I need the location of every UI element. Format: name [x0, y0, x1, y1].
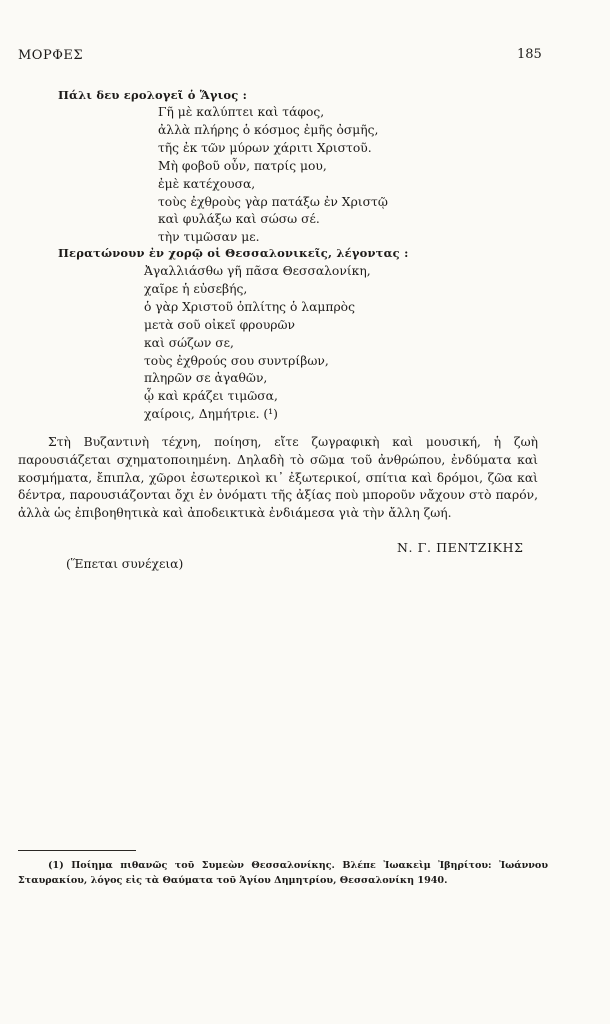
verse-line: καὶ σώζων σε, [144, 335, 234, 350]
verse-line: τοὺς ἐχθρούς σου συντρίβων, [144, 353, 329, 368]
verse-saint [158, 104, 388, 247]
verse-line: χαῖρε ἡ εὐσεβής, [144, 281, 248, 296]
section-heading-chorus: Περατώνουν ἐν χορῷ οἱ Θεσσαλονικεῖς, λέγοντας : [58, 246, 409, 260]
body-text: Στὴ Βυζαντινὴ τέχνη, ποίηση, εἴτε ζωγραφικὴ καὶ μουσική, ἡ ζωὴ παρουσιάζεται σχηματοποιημένη. Δηλαδὴ τὸ σῶμα τοῦ ἀνθρώπου, ἐνδύματα καὶ κοσμήματα, ἔπιπλα, χῶροι ἐσωτερικοὶ κι᾽ ἐξωτερικοί, σπίτια καὶ δρόμοι, ζῶα καὶ δέντρα, παρουσιάζονται ὄχι ἐν ὀνόματι τῆς ἀξίας ποὺ μποροῦν νἄχουν στὸ παρόν, ἀλλὰ ὡς ἐπιβοηθητικὰ καὶ ἀποδεικτικὰ ἐνδιάμεσα γιὰ τὴν ἄλλη ζωή. [18, 435, 538, 521]
verse-line: καὶ φυλάξω καὶ σώσω σέ. [158, 212, 320, 227]
verse-chorus [144, 263, 371, 424]
verse-line: Ἀγαλλιάσθω γῆ πᾶσα Θεσσαλονίκη, [144, 264, 371, 278]
footnote-divider [18, 850, 136, 851]
verse-line: τὴν τιμῶσαν με. [158, 230, 260, 245]
verse-line: ἐμὲ κατέχουσα, [158, 176, 256, 191]
author-signature: Ν. Γ. ΠΕΝΤΖΙΚΗΣ [397, 540, 524, 555]
verse-line: τῆς ἐκ τῶν μύρων χάριτι Χριστοῦ. [158, 140, 372, 155]
footnote [18, 858, 548, 888]
verse-line: Μὴ φοβοῦ οὖν, πατρίς μου, [158, 158, 327, 173]
verse-line: πληρῶν σε ἀγαθῶν, [144, 371, 268, 386]
verse-line: χαίροις, Δημήτριε. (¹) [144, 407, 278, 422]
verse-line: μετὰ σοῦ οἰκεῖ φρουρῶν [144, 317, 296, 332]
body-paragraph [18, 434, 538, 523]
running-title: ΜΟΡΦΕΣ [18, 48, 84, 63]
verse-line: ὁ γὰρ Χριστοῦ ὁπλίτης ὁ λαμπρὸς [144, 299, 355, 314]
to-be-continued: (Ἕπεται συνέχεια) [66, 557, 184, 571]
verse-line: ἀλλὰ πλήρης ὁ κόσμος ἐμῆς ὀσμῆς, [158, 122, 379, 137]
section-heading-saint: Πάλι δευ ερολογεῖ ὁ Ἅγιος : [58, 88, 248, 102]
verse-line: ᾧ καὶ κράζει τιμῶσα, [144, 389, 278, 404]
verse-line: Γῆ μὲ καλύπτει καὶ τάφος, [158, 105, 325, 119]
page-number: 185 [517, 47, 542, 62]
footnote-text: (1) Ποίημα πιθανῶς τοῦ Συμεὼν Θεσσαλονίκης. Βλέπε Ἰωακεὶμ Ἰβηρίτου: Ἰωάννου Σταυρακίου, λόγος εἰς τὰ Θαύματα τοῦ Ἁγίου Δημητρίου, Θεσσαλονίκη 1940. [18, 860, 548, 886]
verse-line: τοὺς ἐχθροὺς γὰρ πατάξω ἐν Χριστῷ [158, 194, 388, 209]
